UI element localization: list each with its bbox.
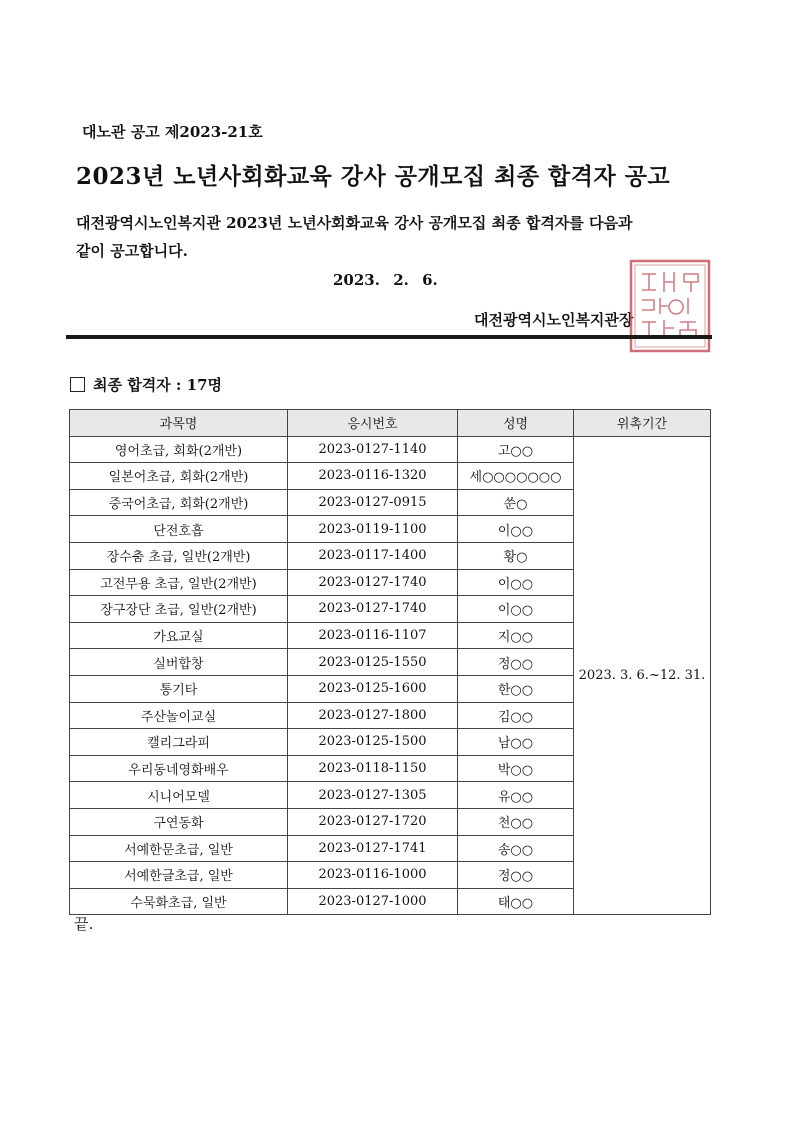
subject-cell: 영어초급, 회화(2개반) bbox=[70, 436, 288, 463]
section-heading bbox=[70, 374, 222, 395]
applicant-number-cell: 2023-0125-1550 bbox=[288, 649, 458, 676]
subject-cell: 단전호흡 bbox=[70, 516, 288, 543]
official-seal bbox=[628, 258, 712, 354]
name-cell: 지○○ bbox=[458, 622, 574, 649]
subject-cell: 장수춤 초급, 일반(2개반) bbox=[70, 542, 288, 569]
name-cell: 유○○ bbox=[458, 782, 574, 809]
issuer-name: 대전광역시노인복지관장 bbox=[474, 311, 634, 329]
subject-cell: 장구장단 초급, 일반(2개반) bbox=[70, 596, 288, 623]
header-period: 위촉기간 bbox=[574, 410, 711, 437]
page-title: 2023년 노년사회화교육 강사 공개모집 최종 합격자 공고 bbox=[76, 163, 671, 190]
section-heading-text: 최종 합격자 : 17명 bbox=[93, 376, 223, 394]
name-cell: 박○○ bbox=[458, 755, 574, 782]
applicant-number-cell: 2023-0127-1140 bbox=[288, 436, 458, 463]
subject-cell: 고전무용 초급, 일반(2개반) bbox=[70, 569, 288, 596]
applicant-number-cell: 2023-0116-1000 bbox=[288, 862, 458, 889]
subject-cell: 캘리그라피 bbox=[70, 729, 288, 756]
table-row bbox=[70, 436, 711, 463]
applicant-number-cell: 2023-0125-1600 bbox=[288, 675, 458, 702]
applicant-number-cell: 2023-0118-1150 bbox=[288, 755, 458, 782]
applicant-number-cell: 2023-0125-1500 bbox=[288, 729, 458, 756]
subject-cell: 수묵화초급, 일반 bbox=[70, 888, 288, 915]
applicant-number-cell: 2023-0117-1400 bbox=[288, 542, 458, 569]
name-cell: 황○ bbox=[458, 542, 574, 569]
subject-cell: 서예한글초급, 일반 bbox=[70, 862, 288, 889]
end-mark: 끝. bbox=[74, 915, 94, 933]
applicant-number-cell: 2023-0127-1720 bbox=[288, 808, 458, 835]
name-cell: 송○○ bbox=[458, 835, 574, 862]
subject-cell: 실버합창 bbox=[70, 649, 288, 676]
notice-date: 2023. 2. 6. bbox=[333, 271, 438, 289]
name-cell: 정○○ bbox=[458, 649, 574, 676]
table-body bbox=[70, 436, 711, 915]
name-cell: 천○○ bbox=[458, 808, 574, 835]
name-cell: 세○○○○○○○ bbox=[458, 463, 574, 490]
checkbox-square-icon bbox=[70, 377, 85, 392]
header-divider bbox=[66, 335, 712, 339]
body-text-line-2: 같이 공고합니다. bbox=[76, 242, 188, 260]
name-cell: 남○○ bbox=[458, 729, 574, 756]
name-cell: 한○○ bbox=[458, 675, 574, 702]
header-name: 성명 bbox=[458, 410, 574, 437]
name-cell: 이○○ bbox=[458, 569, 574, 596]
applicant-number-cell: 2023-0116-1107 bbox=[288, 622, 458, 649]
subject-cell: 우리동네영화배우 bbox=[70, 755, 288, 782]
applicant-number-cell: 2023-0127-1305 bbox=[288, 782, 458, 809]
name-cell: 고○○ bbox=[458, 436, 574, 463]
name-cell: 이○○ bbox=[458, 516, 574, 543]
name-cell: 태○○ bbox=[458, 888, 574, 915]
subject-cell: 주산놀이교실 bbox=[70, 702, 288, 729]
appointment-period-cell: 2023. 3. 6.~12. 31. bbox=[574, 436, 711, 915]
subject-cell: 가요교실 bbox=[70, 622, 288, 649]
name-cell: 김○○ bbox=[458, 702, 574, 729]
applicant-number-cell: 2023-0119-1100 bbox=[288, 516, 458, 543]
name-cell: 쑨○ bbox=[458, 489, 574, 516]
subject-cell: 일본어초급, 회화(2개반) bbox=[70, 463, 288, 490]
applicant-number-cell: 2023-0127-1741 bbox=[288, 835, 458, 862]
name-cell: 이○○ bbox=[458, 596, 574, 623]
notice-number: 대노관 공고 제2023-21호 bbox=[82, 123, 263, 141]
subject-cell: 시니어모델 bbox=[70, 782, 288, 809]
applicant-number-cell: 2023-0127-0915 bbox=[288, 489, 458, 516]
applicant-number-cell: 2023-0127-1740 bbox=[288, 569, 458, 596]
applicant-number-cell: 2023-0116-1320 bbox=[288, 463, 458, 490]
subject-cell: 서예한문초급, 일반 bbox=[70, 835, 288, 862]
body-text-line-1: 대전광역시노인복지관 2023년 노년사회화교육 강사 공개모집 최종 합격자를 다음과 bbox=[76, 214, 633, 232]
subject-cell: 통기타 bbox=[70, 675, 288, 702]
results-table bbox=[69, 409, 711, 915]
table-header-row bbox=[70, 410, 711, 437]
applicant-number-cell: 2023-0127-1740 bbox=[288, 596, 458, 623]
applicant-number-cell: 2023-0127-1800 bbox=[288, 702, 458, 729]
header-number: 응시번호 bbox=[288, 410, 458, 437]
name-cell: 정○○ bbox=[458, 862, 574, 889]
subject-cell: 중국어초급, 회화(2개반) bbox=[70, 489, 288, 516]
applicant-number-cell: 2023-0127-1000 bbox=[288, 888, 458, 915]
header-subject: 과목명 bbox=[70, 410, 288, 437]
subject-cell: 구연동화 bbox=[70, 808, 288, 835]
